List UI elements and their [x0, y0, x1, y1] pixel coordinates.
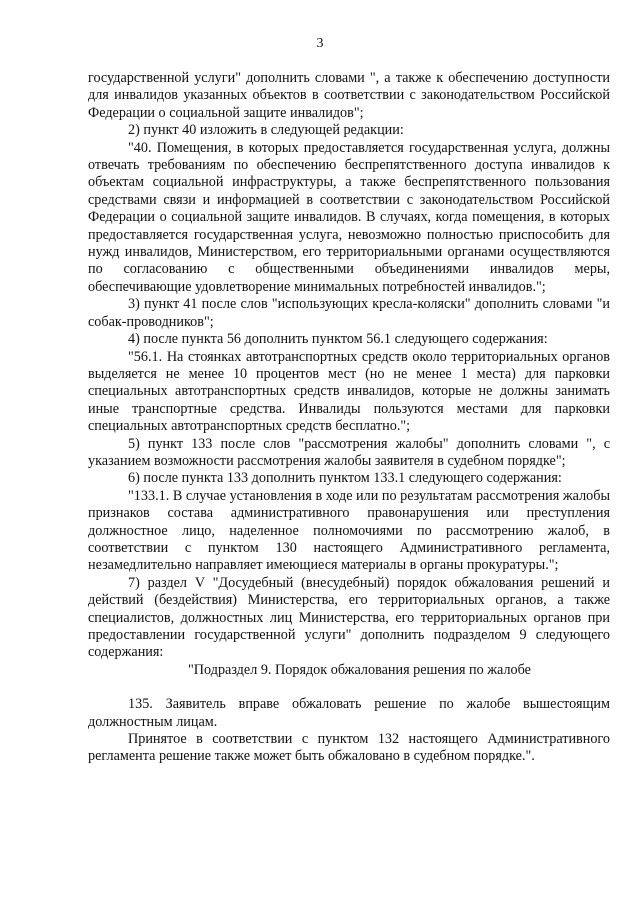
- subsection-heading: "Подраздел 9. Порядок обжалования решения по жалобе: [188, 661, 531, 678]
- paragraph-item-4: 4) после пункта 56 дополнить пунктом 56.1 следующего содержания:: [128, 331, 548, 348]
- page-number: 3: [316, 36, 324, 51]
- paragraph-item-3: 3) пункт 41 после слов "использующих кресла-коляски" дополнить словами "и собак-проводников";: [88, 296, 610, 330]
- blank-line: [88, 679, 610, 696]
- paragraph-point-56-1: "56.1. На стоянках автотранспортных средств около территориальных органов выделяется не менее 10 процентов мест (но не менее 1 места) для парковки специальных автотранспортных средств инвалидов, которые не должны занимать иные транспортные средства. Инвалиды пользуются местами для парковки специальных автотранспортных средств бесплатно.";: [88, 348, 610, 435]
- paragraph-item-2: 2) пункт 40 изложить в следующей редакции:: [128, 122, 404, 139]
- paragraph-item-7: 7) раздел V "Досудебный (внесудебный) порядок обжалования решений и действий (бездействия) Министерства, его территориальных органов, а также специалистов, должностных лиц Министерства, его территориальных органов при предоставлении государственной услуги" дополнить подразделом 9 следующего содержания:: [88, 574, 610, 661]
- paragraph-point-133-1: "133.1. В случае установления в ходе или по результатам рассмотрения жалобы признаков состава административного правонарушения или преступления должностное лицо, наделенное полномочиями по рассмотрению жалоб, в соответствии с пунктом 130 настоящего Административного регламента, незамедлительно направляет имеющиеся материалы в органы прокуратуры.";: [88, 487, 610, 574]
- paragraph-item-5: 5) пункт 133 после слов "рассмотрения жалобы" дополнить словами ", с указанием возможности рассмотрения жалобы заявителя в судебном порядке";: [88, 435, 610, 469]
- paragraph-continuation: государственной услуги" дополнить словами ", а также к обеспечению доступности для инвалидов указанных объектов в соответствии с законодательством Российской Федерации о социальной защите инвалидов";: [88, 70, 610, 121]
- paragraph-final: Принятое в соответствии с пунктом 132 настоящего Административного регламента решение также может быть обжаловано в судебном порядке.".: [88, 731, 610, 765]
- paragraph-item-6: 6) после пункта 133 дополнить пунктом 133.1 следующего содержания:: [128, 470, 562, 487]
- paragraph-point-40: "40. Помещения, в которых предоставляется государственная услуга, должны отвечать требованиям по обеспечению беспрепятственного доступа инвалидов к объектам социальной инфраструктуры, а также беспрепятственного пользования средствами связи и информацией в соответствии с законодательством Российской Федерации о социальной защите инвалидов. В случаях, когда помещения, в которых предоставляется государственная услуга, невозможно полностью приспособить для нужд инвалидов, Министерством, его территориальными органами осуществляются по согласованию с общественными объединениями инвалидов меры, обеспечивающие удовлетворение минимальных потребностей инвалидов.";: [88, 139, 610, 295]
- paragraph-point-135: 135. Заявитель вправе обжаловать решение по жалобе вышестоящим должностным лицам.: [88, 696, 610, 730]
- document-body: [88, 70, 610, 766]
